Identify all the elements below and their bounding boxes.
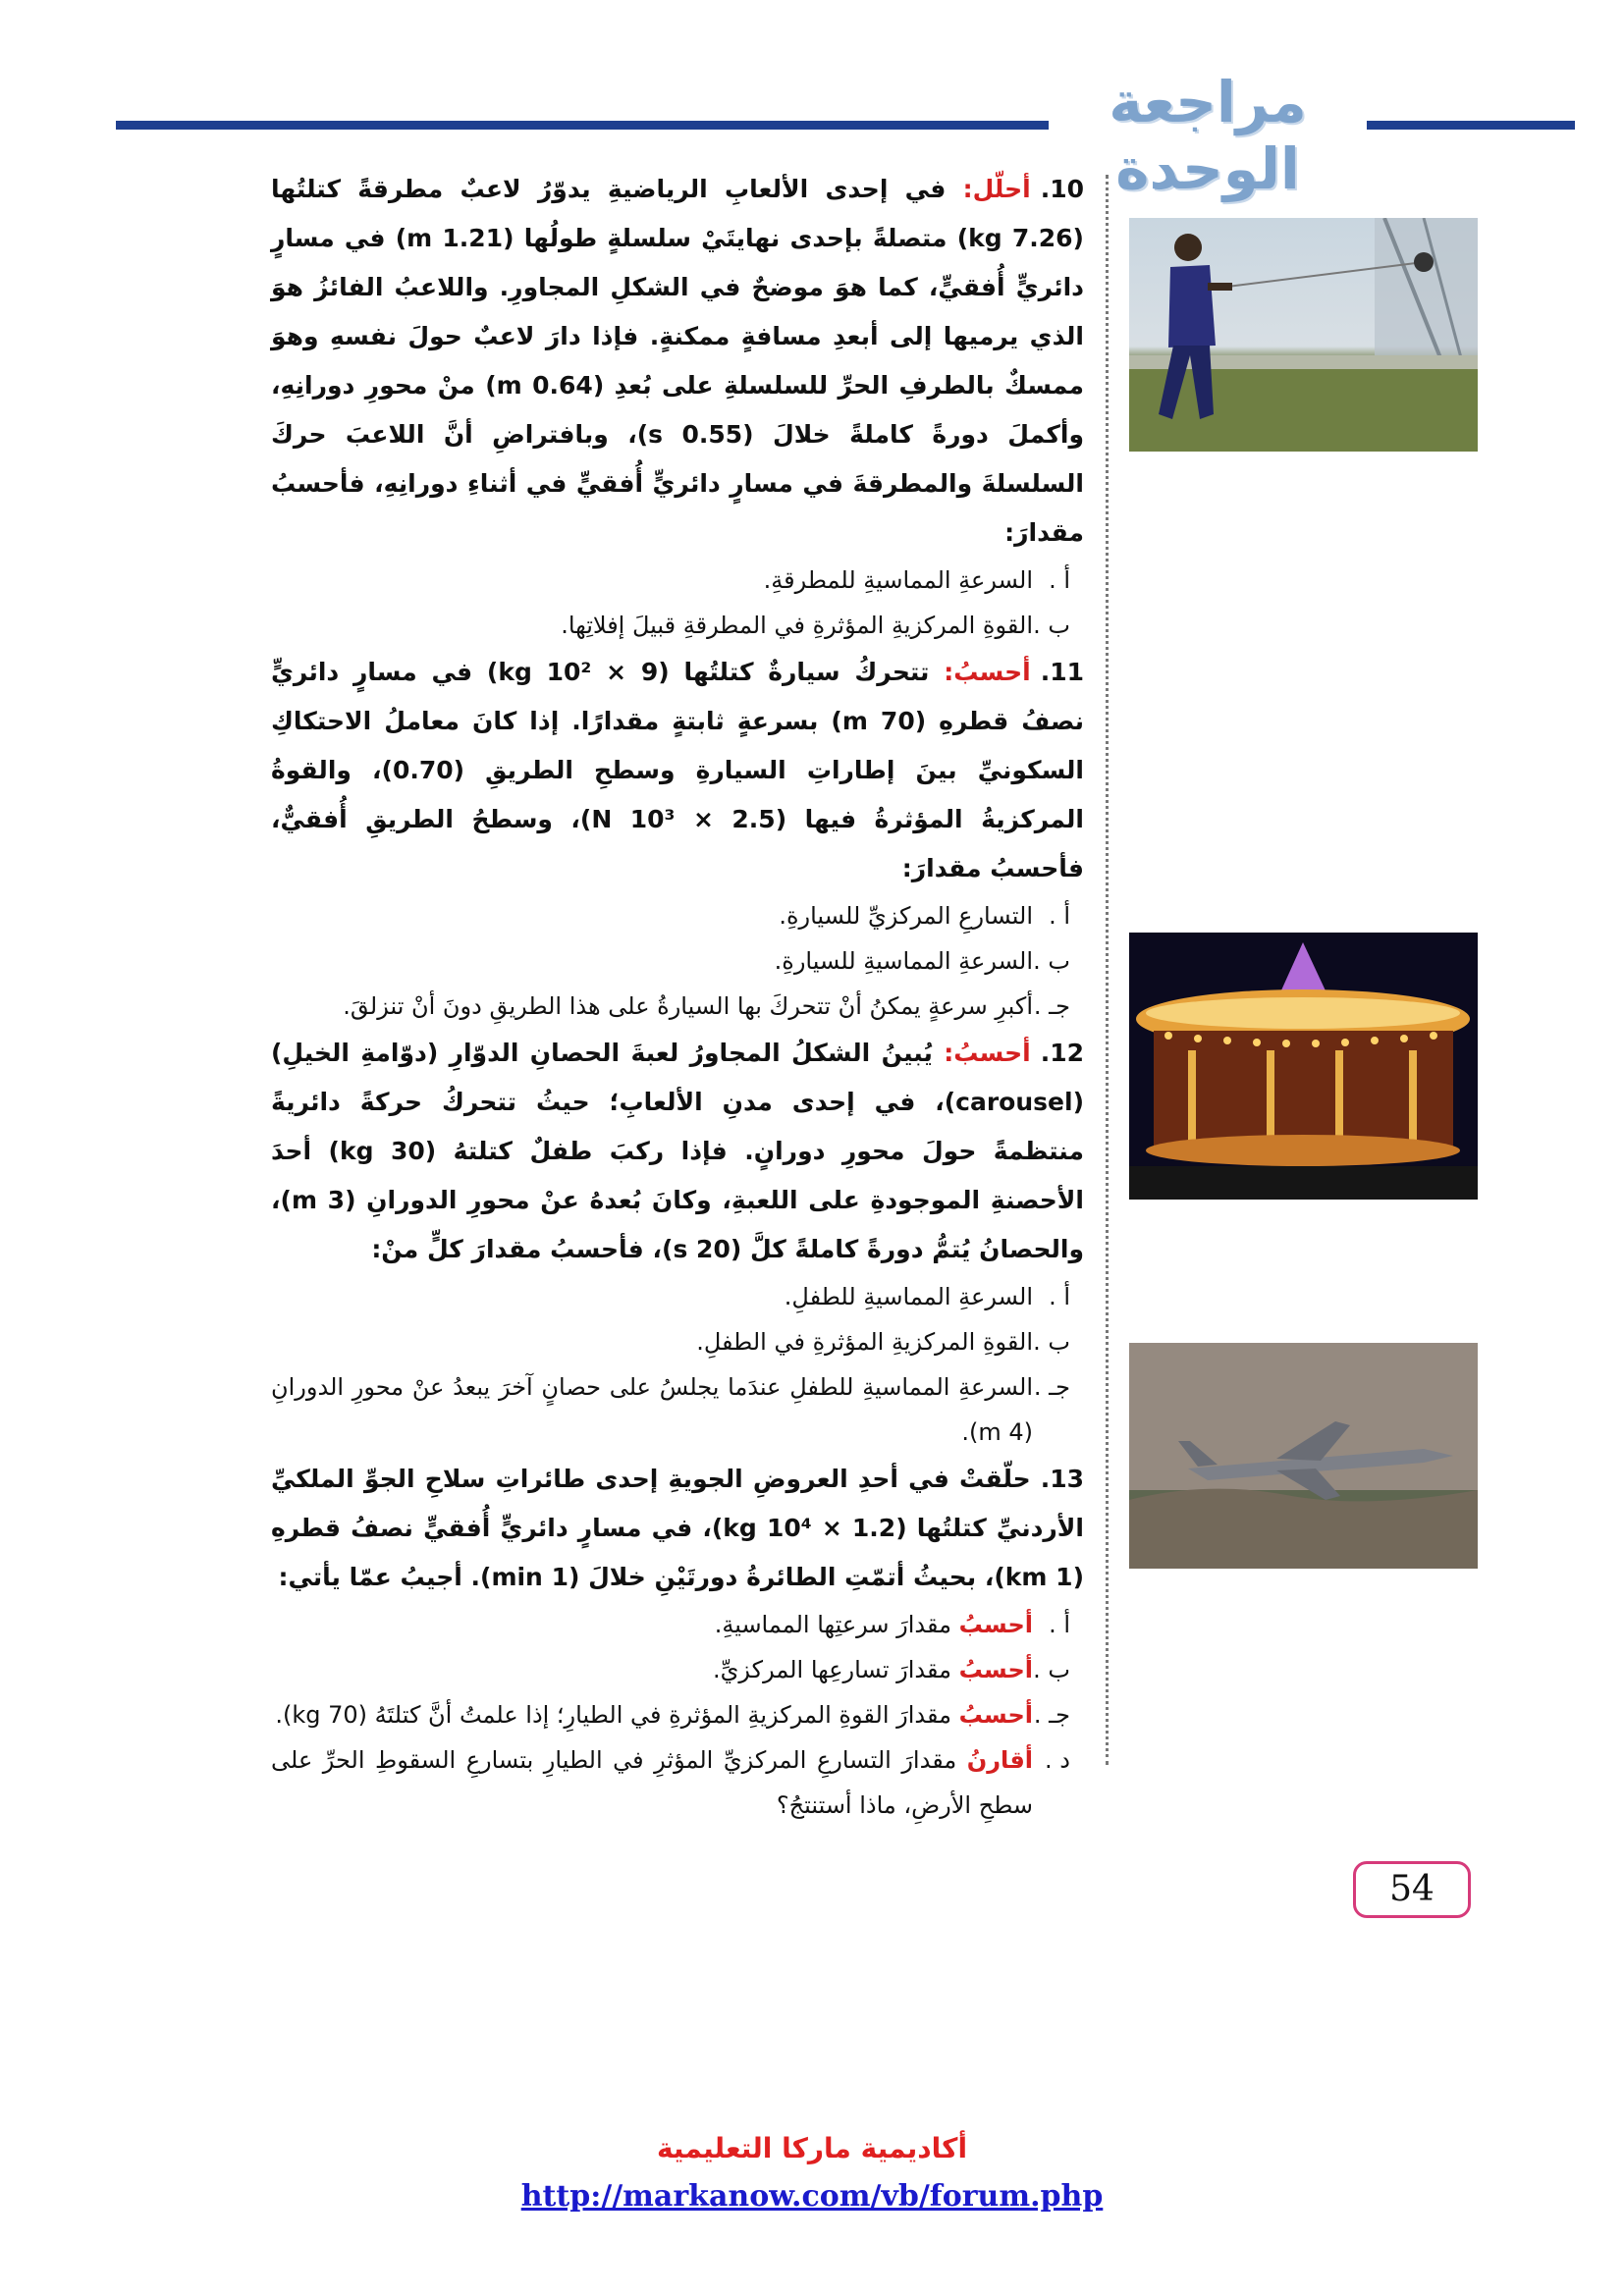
- sub-question: ب . القوةِ المركزيةِ المؤثرةِ في الطفلِ.: [696, 1328, 1070, 1356]
- question-11: [271, 648, 1084, 1029]
- question-verb: أحسبُ:: [944, 658, 1031, 686]
- sub-question: أ . السرعةِ المماسيةِ للطفلِ.: [784, 1283, 1070, 1310]
- sub-question: جـ . أحسبُ مقدارَ القوةِ المركزيةِ المؤثرةِ في الطيارِ؛ إذا علمتُ أنَّ كتلتَهُ (70 kg).: [275, 1701, 1070, 1729]
- sub-question: أ . التسارعِ المركزيِّ للسيارةِ.: [779, 902, 1070, 930]
- question-12: [271, 1029, 1084, 1455]
- footer-link[interactable]: http://markanow.com/vb/forum.php: [520, 2179, 1104, 2214]
- question-number: 11.: [1040, 658, 1084, 686]
- questions-column: [271, 165, 1084, 1828]
- question-number: 13.: [1040, 1465, 1084, 1493]
- sub-question: جـ . السرعةِ المماسيةِ للطفلِ عندَما يجلسُ على حصانٍ آخرَ يبعدُ عنْ محورِ الدورانِ (4 m).: [271, 1373, 1070, 1446]
- sub-question: جـ . أكبرِ سرعةٍ يمكنُ أنْ تتحركَ بها السيارةُ على هذا الطريقِ دونَ أنْ تنزلقَ.: [343, 992, 1070, 1020]
- column-divider: [1106, 175, 1109, 1765]
- header-rule-right: [1367, 121, 1575, 130]
- question-verb: أحلّل:: [962, 175, 1031, 203]
- question-number: 12.: [1040, 1039, 1084, 1067]
- footer-academy-name: أكاديمية ماركا التعليمية: [656, 2132, 968, 2164]
- question-text: في إحدى الألعابِ الرياضيةِ يدوّرُ لاعبٌ مطرقةً كتلتُها (7.26 kg) متصلةً بإحدى نهايتَيْ سلسلةٍ طولُها (1.21 m) في مسارٍ دائريٍّ أُفقيٍّ، كما هوَ موضحٌ في الشكلِ المجاورِ. واللاعبُ الفائزُ هوَ الذي يرميها إلى أبعدِ مسافةٍ ممكنةٍ. فإذا دارَ لاعبٌ حولَ نفسهِ وهوَ ممسكٌ بالطرفِ الحرِّ للسلسلةِ على بُعدِ (0.64 m) منْ محورِ دورانِهِ، وأكملَ دورةً كاملةً خلالَ (0.55 s)، وبافتراضِ أنَّ اللاعبَ حركَ السلسلةَ والمطرقةَ في مسارٍ دائريٍّ أُفقيٍّ في أثناءِ دورانِهِ، فأحسبُ مقدارَ:: [271, 175, 1084, 547]
- page-number-badge: 54: [1353, 1861, 1471, 1918]
- sub-question: أ . السرعةِ المماسيةِ للمطرقةِ.: [763, 566, 1070, 594]
- question-text: حلّقتْ في أحدِ العروضِ الجويةِ إحدى طائراتِ سلاحِ الجوِّ الملكيِّ الأردنيِّ كتلتُها (1.2 × 10⁴ kg)، في مسارٍ دائريٍّ أُفقيٍّ نصفُ قطرهِ (1 km)، بحيثُ أتمّتِ الطائرةُ دورتَيْنِ خلالَ (1 min). أجيبُ عمّا يأتي:: [271, 1465, 1084, 1591]
- question-number: 10.: [1040, 175, 1084, 203]
- sub-question: ب . أحسبُ مقدارَ تسارعِها المركزيِّ.: [713, 1656, 1070, 1683]
- sub-question: د . أقارنُ مقدارَ التسارعِ المركزيِّ المؤثرِ في الطيارِ بتسارعِ السقوطِ الحرِّ على سطحِ الأرضِ، ماذا أستنتجُ؟: [271, 1746, 1070, 1819]
- sub-question: أ . أحسبُ مقدارَ سرعتِها المماسيةِ.: [714, 1611, 1070, 1638]
- carousel-photo: [1129, 933, 1478, 1200]
- header-rule-left: [116, 121, 1049, 130]
- fighter-jet-photo: [1129, 1343, 1478, 1569]
- question-verb: أحسبُ:: [944, 1039, 1031, 1067]
- sub-question: ب . القوةِ المركزيةِ المؤثرةِ في المطرقةِ قبيلَ إفلاتِها.: [561, 612, 1070, 639]
- page-title: مراجعة الوحدة: [1109, 69, 1307, 202]
- question-13: [271, 1455, 1084, 1828]
- question-text: يُبينُ الشكلُ المجاورُ لعبةَ الحصانِ الدوّارِ (دوّامةِ الخيلِ) (carousel)، في إحدى مدنِ الألعابِ؛ حيثُ تتحركُ حركةً دائريةً منتظمةً حولَ محورِ دورانٍ. فإذا ركبَ طفلٌ كتلتهُ (30 kg) أحدَ الأحصنةِ الموجودةِ على اللعبةِ، وكانَ بُعدهُ عنْ محورِ الدورانِ (3 m)، والحصانُ يُتمُّ دورةً كاملةً كلَّ (20 s)، فأحسبُ مقدارَ كلٍّ منْ:: [271, 1039, 1084, 1263]
- hammer-thrower-photo: [1129, 218, 1478, 452]
- sub-question: ب . السرعةِ المماسيةِ للسيارةِ.: [774, 947, 1070, 975]
- question-10: [271, 165, 1084, 648]
- question-text: تتحركُ سيارةٌ كتلتُها (9 × 10² kg) في مسارٍ دائريٍّ نصفُ قطرهِ (70 m) بسرعةٍ ثابتةٍ مقدارًا. إذا كانَ معاملُ الاحتكاكِ السكونيِّ بينَ إطاراتِ السيارةِ وسطحِ الطريقِ (0.70)، والقوةُ المركزيةُ المؤثرةُ فيها (2.5 × 10³ N)، وسطحُ الطريقِ أُفقيٌّ، فأحسبُ مقدارَ:: [271, 658, 1084, 882]
